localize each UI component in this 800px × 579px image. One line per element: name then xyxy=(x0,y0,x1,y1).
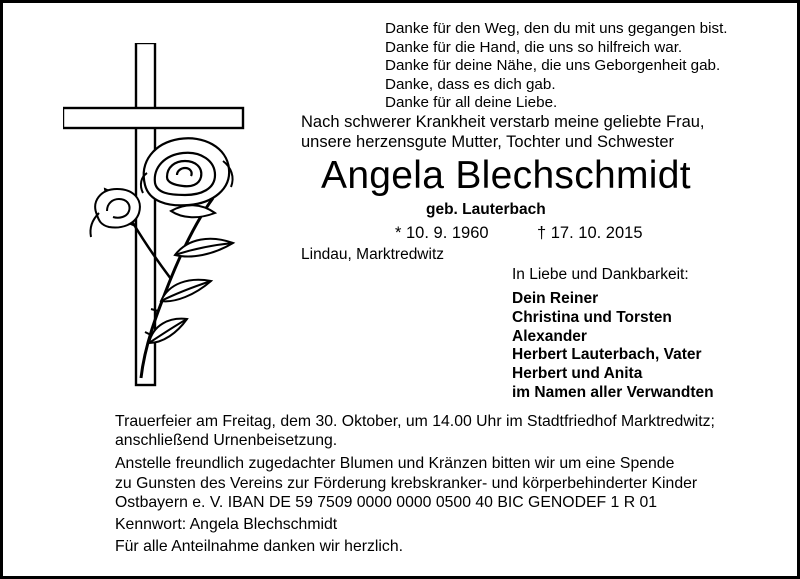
funeral-line: Trauerfeier am Freitag, dem 30. Oktober, um 14.00 Uhr im Stadtfriedhof Marktredwitz; xyxy=(115,413,715,430)
birth-date: * 10. 9. 1960 xyxy=(395,224,489,242)
mourner: Alexander xyxy=(512,327,587,345)
intro-line: Nach schwerer Krankheit verstarb meine geliebte Frau, xyxy=(301,113,705,131)
maiden-name: geb. Lauterbach xyxy=(426,201,546,218)
mourners-list xyxy=(512,290,714,403)
keyword-line: Kennwort: Angela Blechschmidt xyxy=(115,516,338,534)
mourner: Herbert Lauterbach, Vater xyxy=(512,346,702,364)
intro-line: unsere herzensgute Mutter, Tochter und Schwester xyxy=(301,133,674,151)
poem xyxy=(385,20,728,113)
mourner: im Namen aller Verwandten xyxy=(512,383,714,401)
poem-line: Danke für den Weg, den du mit uns gegangen bist. xyxy=(385,20,728,37)
mourner: Christina und Torsten xyxy=(512,308,672,326)
death-date: † 17. 10. 2015 xyxy=(537,224,643,242)
poem-line: Danke für deine Nähe, die uns Geborgenheit gab. xyxy=(385,57,721,74)
details-block xyxy=(115,412,715,556)
donation-line: zu Gunsten des Vereins zur Förderung krebskranker- und körperbehinderter Kinder xyxy=(115,474,698,492)
donation-line: Anstelle freundlich zugedachter Blumen und Kränzen bitten wir um eine Spende xyxy=(115,455,675,473)
donation-line: Ostbayern e. V. IBAN DE 59 7509 0000 0000 0500 40 BIC GENODEF 1 R 01 xyxy=(115,493,658,511)
mourner: Herbert und Anita xyxy=(512,365,643,383)
poem-line: Danke für die Hand, die uns so hilfreich war. xyxy=(385,38,683,56)
thanks-line: Für alle Anteilnahme danken wir herzlich. xyxy=(115,538,403,556)
gratitude-heading: In Liebe und Dankbarkeit: xyxy=(512,266,689,283)
places: Lindau, Marktredwitz xyxy=(301,246,445,263)
poem-line: Danke, dass es dich gab. xyxy=(385,75,556,93)
funeral-line: anschließend Urnenbeisetzung. xyxy=(115,432,338,450)
intro-text xyxy=(301,112,705,152)
cross-with-rose-icon xyxy=(63,43,293,388)
poem-line: Danke für all deine Liebe. xyxy=(385,94,558,111)
deceased-name: Angela Blechschmidt xyxy=(321,154,691,197)
mourner: Dein Reiner xyxy=(512,290,599,307)
